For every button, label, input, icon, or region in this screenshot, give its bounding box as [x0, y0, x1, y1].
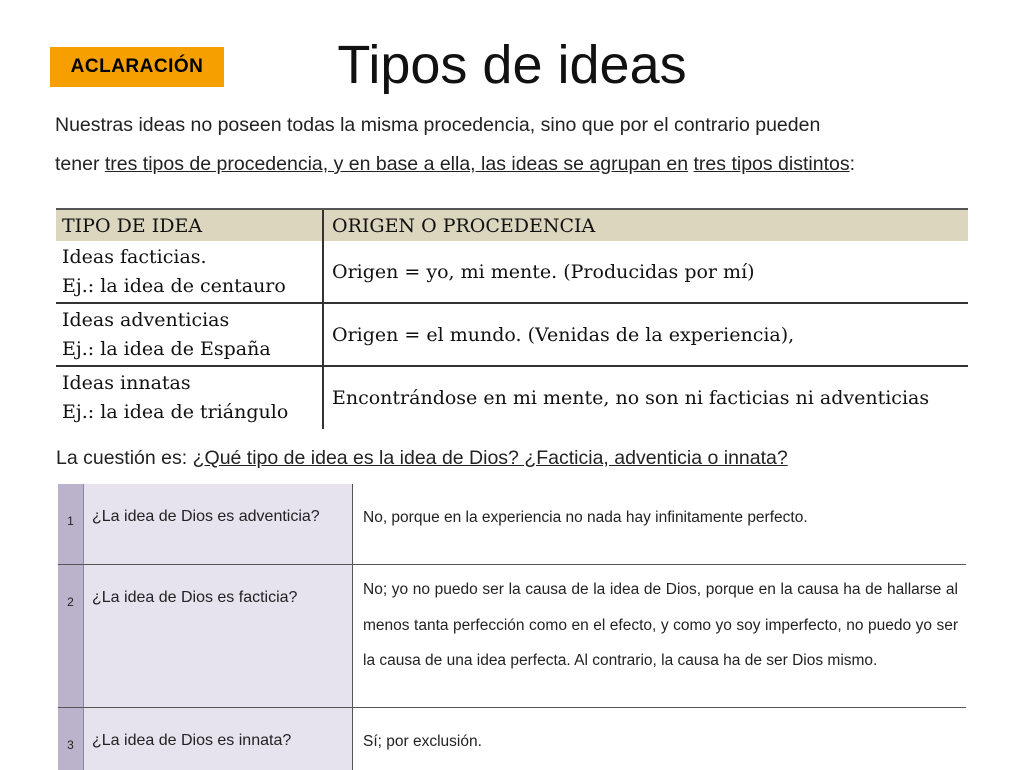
- table-row: [58, 565, 966, 708]
- aclaracion-badge: ACLARACIÓN: [50, 47, 224, 87]
- table-header-row: [56, 208, 968, 241]
- intro-line-1: Nuestras ideas no poseen todas la misma procedencia, sino que por el contrario pueden: [55, 114, 821, 136]
- row-number: 2: [58, 565, 84, 707]
- idea-types-table: [56, 208, 968, 429]
- idea-example: Ej.: la idea de triángulo: [62, 401, 289, 423]
- question-mid: es:: [155, 447, 193, 469]
- intro-underlined-2: tres tipos distintos: [693, 153, 850, 175]
- table-row: [58, 708, 966, 770]
- question-line: [56, 443, 956, 473]
- idea-type-cell: [56, 304, 324, 365]
- header-tipo: TIPO DE IDEA: [56, 210, 324, 241]
- idea-type-cell: [56, 241, 324, 302]
- intro-paragraph: [55, 106, 985, 184]
- table-row: [56, 367, 968, 429]
- row-answer: No, porque en la experiencia no nada hay infinitamente perfecto.: [353, 484, 966, 564]
- god-idea-table: [58, 484, 966, 768]
- row-number: 3: [58, 708, 84, 770]
- table-row: [58, 484, 966, 565]
- origin-cell: Origen = yo, mi mente. (Producidas por mí): [332, 260, 755, 283]
- question-prefix: La: [56, 447, 84, 469]
- intro-text: tener: [55, 153, 105, 175]
- intro-underlined-1: tres tipos de procedencia, y en base a ella, las ideas se agrupan en: [104, 153, 689, 175]
- table-row: [56, 304, 968, 367]
- row-answer: No; yo no puedo ser la causa de la idea de Dios, porque en la causa ha de hallarse al menos tanta perfección como en el efecto, y como yo soy imperfecto, no puedo yo ser la causa de una idea perfecta. Al contrario, la causa ha de ser Dios mismo.: [353, 565, 966, 707]
- row-question: ¿La idea de Dios es adventicia?: [84, 484, 353, 564]
- idea-example: Ej.: la idea de centauro: [62, 274, 286, 297]
- idea-name: Ideas adventicias: [62, 308, 230, 331]
- origin-cell: Encontrándose en mi mente, no son ni facticias ni adventicias: [332, 387, 930, 409]
- question-bold: cuestión: [83, 447, 156, 469]
- header-origen: ORIGEN O PROCEDENCIA: [332, 214, 596, 237]
- intro-colon: :: [849, 153, 856, 175]
- page-title: Tipos de ideas: [337, 35, 687, 95]
- row-answer: Sí; por exclusión.: [353, 708, 966, 770]
- idea-example: Ej.: la idea de España: [62, 337, 271, 360]
- idea-name: Ideas facticias.: [62, 245, 207, 268]
- row-question: ¿La idea de Dios es innata?: [84, 708, 353, 770]
- table-row: [56, 241, 968, 304]
- intro-line-2: [55, 145, 985, 184]
- idea-type-cell: [56, 367, 324, 429]
- origin-cell: Origen = el mundo. (Venidas de la experiencia),: [332, 323, 795, 346]
- question-underlined: ¿Qué tipo de idea es la idea de Dios? ¿Facticia, adventicia o innata?: [192, 447, 788, 469]
- idea-name: Ideas innatas: [62, 372, 191, 394]
- row-number: 1: [58, 484, 84, 564]
- row-question: ¿La idea de Dios es facticia?: [84, 565, 353, 707]
